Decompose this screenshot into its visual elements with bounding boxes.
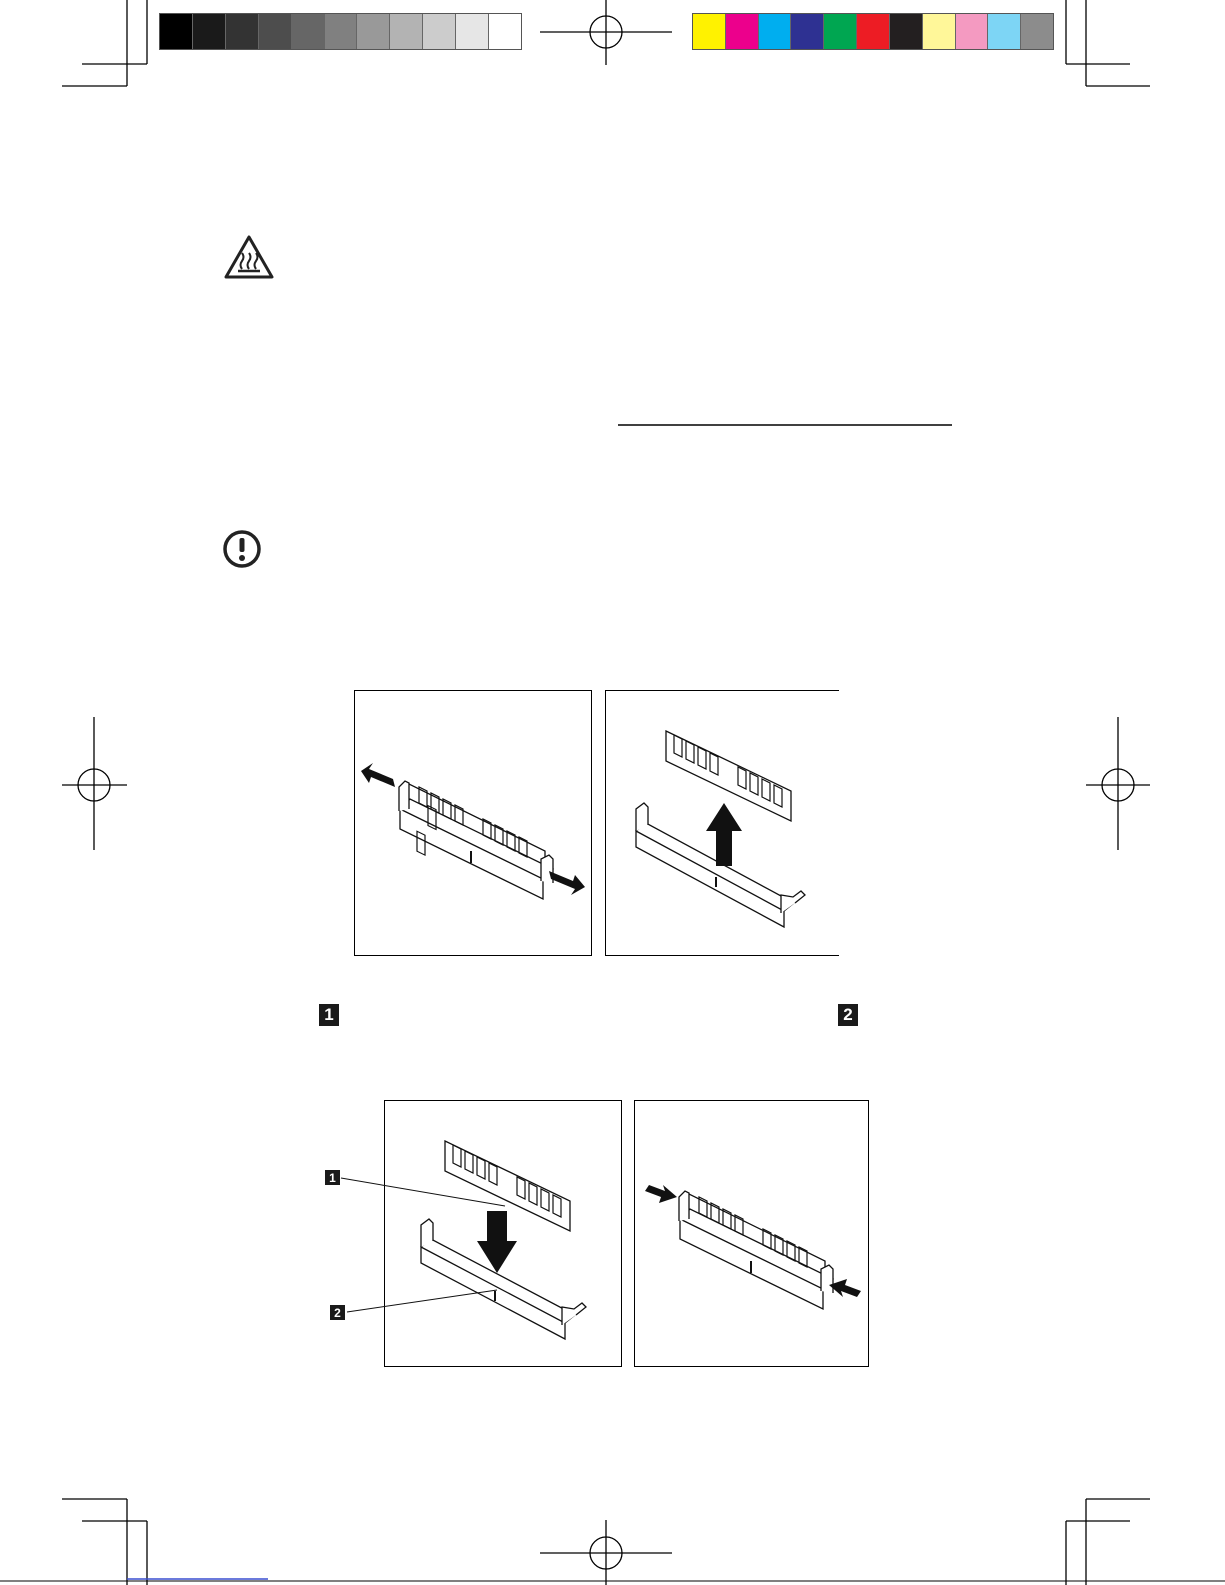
figure-lift-module — [605, 690, 839, 956]
step-badge-1: 1 — [319, 1004, 339, 1026]
callout-badge-key: 2 — [330, 1305, 345, 1320]
hot-surface-warning-icon — [223, 234, 275, 280]
callout-badge-notch: 1 — [325, 1170, 340, 1185]
figure-open-latches — [354, 690, 592, 956]
callout-leader-lines — [325, 1170, 515, 1330]
figure-close-latches — [634, 1100, 869, 1367]
attention-icon — [221, 528, 263, 570]
step-badge-2: 2 — [838, 1004, 858, 1026]
